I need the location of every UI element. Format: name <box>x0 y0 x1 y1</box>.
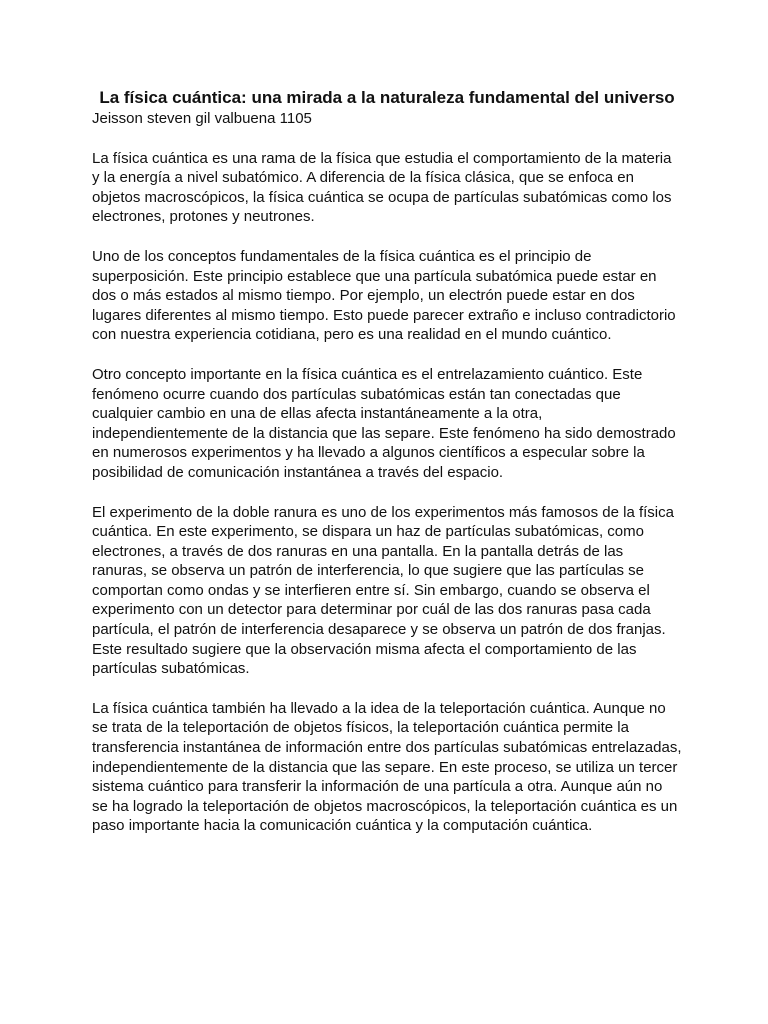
paragraph-double-slit: El experimento de la doble ranura es uno de los experimentos más famosos de la física cuántica. En este experimento, se dispara un haz de partículas subatómicas, como electrones, a través de dos ranuras en una pantalla. En la pantalla detrás de las ranuras, se observa un patrón de interferencia, lo que sugiere que las partículas se comportan como ondas y se interfieren entre sí. Sin embargo, cuando se observa el experimento con un detector para determinar por cuál de las dos ranuras pasa cada partícula, el patrón de interferencia desaparece y se observa un patrón de dos franjas. Este resultado sugiere que la observación misma afecta el comportamiento de las partículas subatómicas. <box>92 503 674 678</box>
paragraph-intro: La física cuántica es una rama de la física que estudia el comportamiento de la materia y la energía a nivel subatómico. A diferencia de la física clásica, que se enfoca en objetos macroscópicos, la física cuántica se ocupa de partículas subatómicas como los electrones, protones y neutrones. <box>92 149 672 226</box>
document-title: La física cuántica: una mirada a la naturaleza fundamental del universo <box>99 88 675 107</box>
paragraph-entanglement: Otro concepto importante en la física cuántica es el entrelazamiento cuántico. Este fenómeno ocurre cuando dos partículas subatómicas están tan conectadas que cualquier cambio en una de ellas afecta instantáneamente a la otra, independientemente de la distancia que las separe. Este fenómeno ha sido demostrado en numerosos experimentos y ha llevado a algunos científicos a especular sobre la posibilidad de comunicación instantánea a través del espacio. <box>92 365 676 481</box>
author-line: Jeisson steven gil valbuena 1105 <box>92 110 312 127</box>
paragraph-teleportation: La física cuántica también ha llevado a la idea de la teleportación cuántica. Aunque no se trata de la teleportación de objetos físicos, la teleportación cuántica permite la transferencia instantánea de información entre dos partículas subatómicas entrelazadas, independientemente de la distancia que las separe. En este proceso, se utiliza un tercer sistema cuántico para transferir la información de una partícula a otra. Aunque aún no se ha logrado la teleportación de objetos macroscópicos, la teleportación cuántica es un paso importante hacia la comunicación cuántica y la computación cuántica. <box>92 699 682 835</box>
document-content <box>92 86 682 856</box>
paragraph-superposition: Uno de los conceptos fundamentales de la física cuántica es el principio de superposición. Este principio establece que una partícula subatómica puede estar en dos o más estados al mismo tiempo. Por ejemplo, un electrón puede estar en dos lugares diferentes al mismo tiempo. Esto puede parecer extraño e incluso contradictorio con nuestra experiencia cotidiana, pero es una realidad en el mundo cuántico. <box>92 247 676 344</box>
